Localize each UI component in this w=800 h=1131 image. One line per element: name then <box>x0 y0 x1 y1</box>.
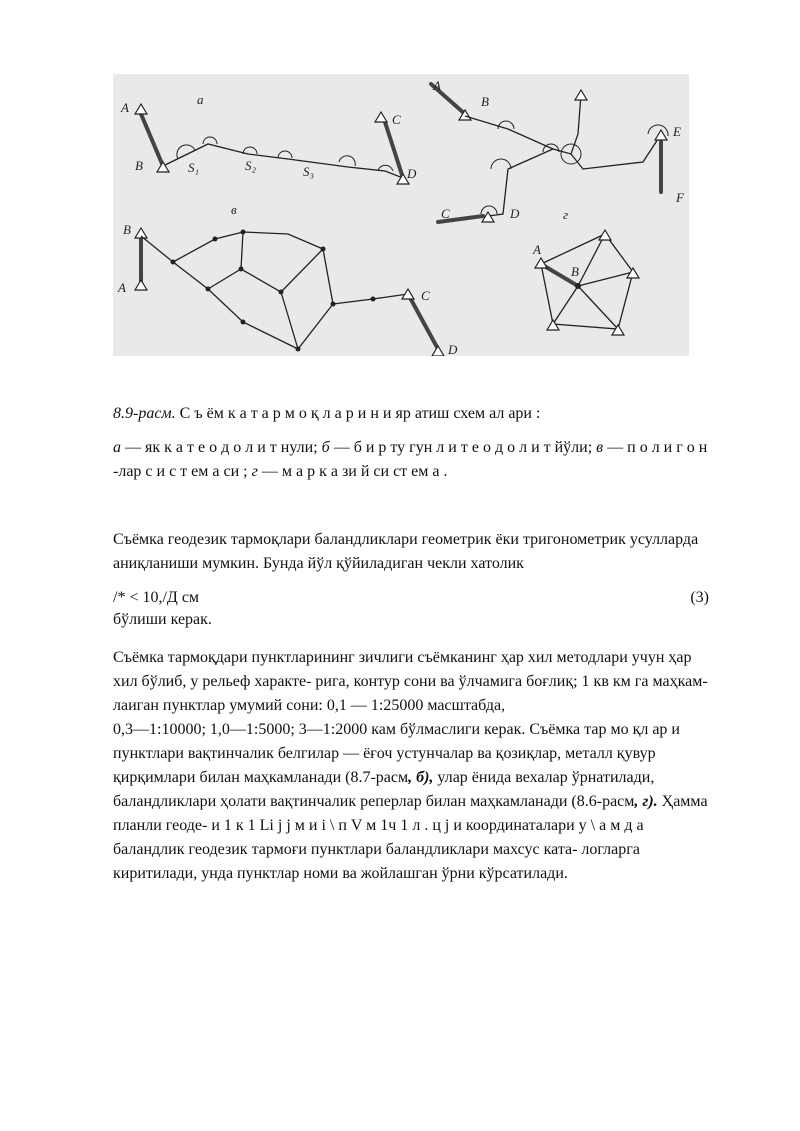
label-b-C: C <box>441 206 450 221</box>
legend-a-mark: а <box>113 439 121 456</box>
label-a-B: B <box>135 158 143 173</box>
legend-g-mark: г <box>251 463 258 480</box>
figure-title: С ъ ём к а т а р м о қ л а р и н и яр атиш схем ал ари : <box>175 405 541 422</box>
label-b-D: D <box>510 206 520 221</box>
panel-b <box>431 78 685 222</box>
figure-ref-g: , г). <box>634 793 658 810</box>
legend-b-text: — б и р ту гун л и т е о д о л и т йўли; <box>329 439 597 456</box>
formula: /* < 10,/Д см <box>113 589 200 606</box>
panel-a <box>120 92 417 184</box>
paragraph-4-part-3: Ҳамма планли геоде- и 1 к 1 Li j j м и i \ п V м 1ч 1 л . ц j и координаталари у \ а м д а баландлик геодезик тармоғи пунктлари баландликлари махсус ката- логларга киритилади, унда пунктлар номи ва жойлашган ўрни кўрсатилади. <box>113 793 708 882</box>
legend-g-text: — м а р к а зи й си ст ем а . <box>257 463 448 480</box>
figure-survey-networks <box>113 74 689 356</box>
legend-b-mark: б <box>321 439 330 456</box>
legend-v-text: — п о л и г о н -лар с и с т ем а си ; <box>113 439 708 480</box>
paragraph-4 <box>113 718 713 886</box>
label-a-S3: S₃ <box>303 164 315 179</box>
label-v-C: C <box>421 288 430 303</box>
label-g-A: A <box>533 242 541 257</box>
figure-number: 8.9-расм. <box>113 405 176 422</box>
figure-caption-legend <box>113 436 713 484</box>
label-g-B: B <box>571 264 579 279</box>
figure-ref-b: , б), <box>408 769 434 786</box>
panel-a-label: а <box>197 92 204 107</box>
label-b-E: E <box>673 124 681 139</box>
label-b-B: B <box>481 94 489 109</box>
label-a-C: C <box>392 112 401 127</box>
label-a-S2: S₂ <box>245 158 257 173</box>
label-a-D: D <box>407 166 417 181</box>
label-a-S1: S₁ <box>188 160 200 175</box>
paragraph-2: бўлиши керак. <box>113 611 212 628</box>
paragraph-1: Съёмка геодезик тармоқлари баландликлари геометрик ёки тригонометрик усулларда аниқланиши мумкин. Бунда йўл қўйиладиган чекли хатолик <box>113 531 699 572</box>
panel-v <box>117 202 458 356</box>
label-v-D: D <box>448 342 458 356</box>
panel-g <box>532 207 639 335</box>
legend-v-mark: в <box>596 439 604 456</box>
label-b-A: A <box>433 78 441 93</box>
formula-number: (3) <box>690 589 709 606</box>
formula-row <box>113 586 709 610</box>
label-b-F: F <box>676 190 684 205</box>
figure-caption-title <box>113 402 713 426</box>
paragraph-4-part-2: улар ёнида вехалар ўрнатилади, баландликлари ҳолати вақтинчалик реперлар билан маҳкамланади (8.6-расм <box>113 769 655 810</box>
paragraph-3: Съёмка тармоқдари пунктларининг зичлиги съёмканинг ҳар хил методлари учун ҳар хил бўлиб, у рельеф характе- рига, контур сони ва ўлчамига боғлиқ; 1 кв км га маҳкам- лаиган пунктлар умумий сони: 0,1 — 1:25000 масштабда, <box>113 649 708 714</box>
paragraph-4-part-1: 0,3—1:10000; 1,0—1:5000; 3—1:2000 кам бўлмаслиги керак. Съёмка тар мо қл ар и пунктлари вақтинчалик белгилар — ёғоч устунчалар ва қозиқлар, металл қувур қирқимлари билан маҳкамланади (8.7-расм <box>113 721 680 786</box>
label-a-A: A <box>121 100 129 115</box>
label-v-A: A <box>118 280 126 295</box>
panel-g-label: г <box>563 207 569 222</box>
legend-a-text: — як к а т е о д о л и т нули; <box>121 439 322 456</box>
label-v-B: B <box>123 222 131 237</box>
panel-v-label: в <box>231 202 237 217</box>
